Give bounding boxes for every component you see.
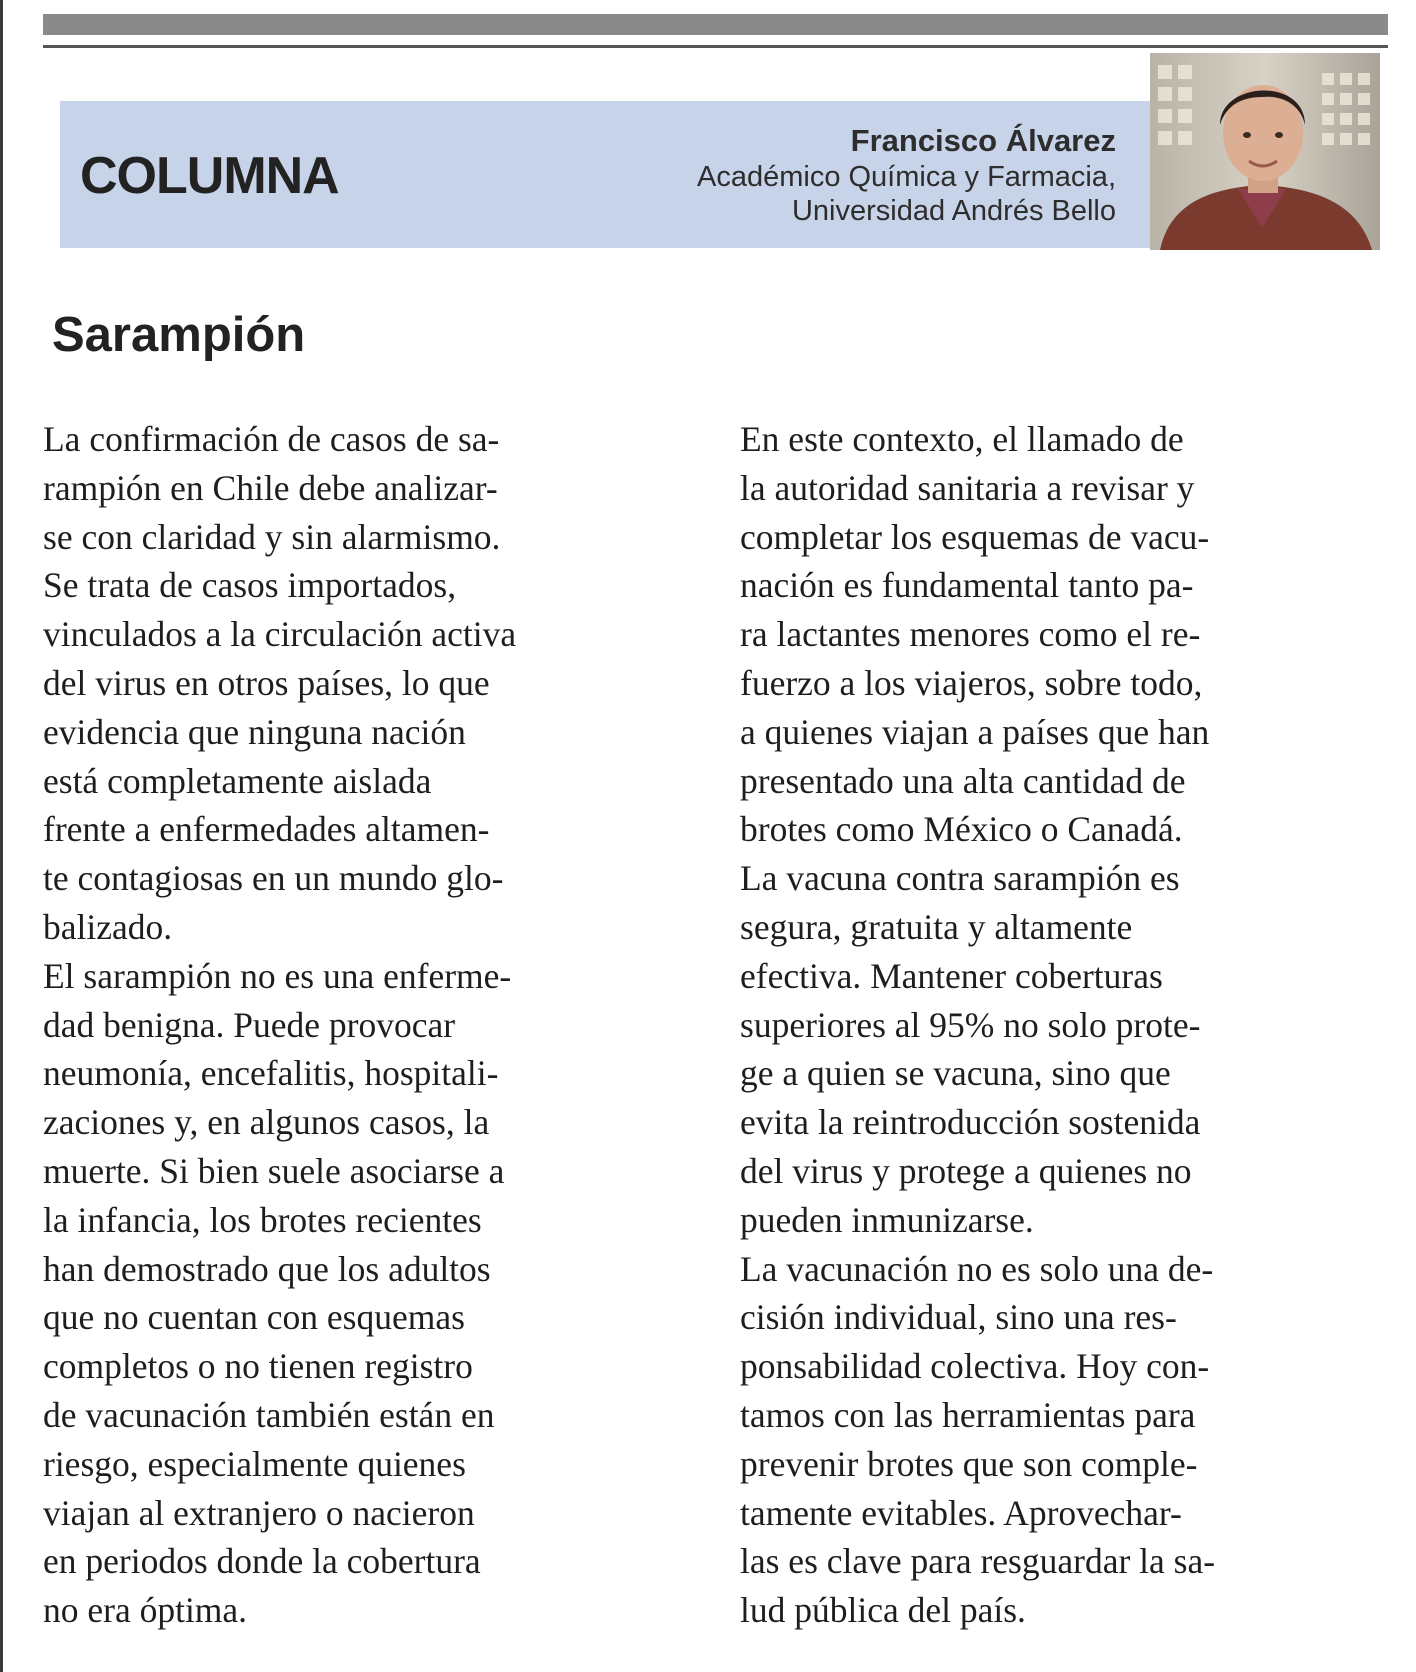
author-photo [1150, 53, 1380, 250]
paragraph: Se trata de casos importados, vinculados a la circulación activa del virus en otros países, lo que evidencia que ninguna nación está completamente aislada frente a enfermedades altamen- te contagiosas en un mundo glo- balizado. [43, 565, 517, 947]
author-name: Francisco Álvarez [850, 123, 1116, 158]
section-label: COLUMNA [80, 147, 339, 205]
top-rule-thin [43, 45, 1388, 48]
paragraph: En este contexto, el llamado de la autoridad sanitaria a revisar y completar los esquemas de vacu- nación es fundamental tanto pa- ra lactantes menores como el re- fuerzo a los viajeros, sobre todo, a quienes viajan a países que han presentado una alta cantidad de brotes como México o Canadá. [740, 419, 1210, 850]
byline [476, 122, 1116, 228]
author-role-line1: Académico Química y Farmacia, [696, 161, 1116, 193]
paragraph: El sarampión no es una enferme- dad benigna. Puede provocar neumonía, encefalitis, hospitali- zaciones y, en algunos casos, la muerte. Si bien suele asociarse a la infancia, los brotes recientes han demostrado que los adultos que no cuentan con esquemas completos o no tienen registro de vacunación también están en riesgo, especialmente quienes viajan al extranjero o nacieron en periodos donde la cobertura no era óptima. [43, 955, 512, 1631]
article-column-right [740, 415, 1390, 1635]
page-left-border [0, 0, 3, 1672]
article-column-left [43, 415, 693, 1635]
paragraph: La vacuna contra sarampión es segura, gratuita y altamente efectiva. Mantener coberturas superiores al 95% no solo prote- ge a quien se vacuna, sino que evita la reintroducción sostenida del virus y protege a quienes no pueden inmunizarse. [740, 858, 1201, 1240]
paragraph: La vacunación no es solo una de- cisión individual, sino una res- ponsabilidad colectiva. Hoy con- tamos con las herramientas para prevenir brotes que son comple- tamente evitables. Aprovechar- las es clave para resguardar la sa- lud pública del país. [740, 1248, 1216, 1631]
article-headline: Sarampión [52, 308, 306, 362]
paragraph: La confirmación de casos de sa- rampión en Chile debe analizar- se con claridad y sin alarmismo. [43, 419, 501, 557]
author-role-line2: Universidad Andrés Bello [791, 195, 1116, 227]
top-rule-thick [43, 14, 1388, 35]
